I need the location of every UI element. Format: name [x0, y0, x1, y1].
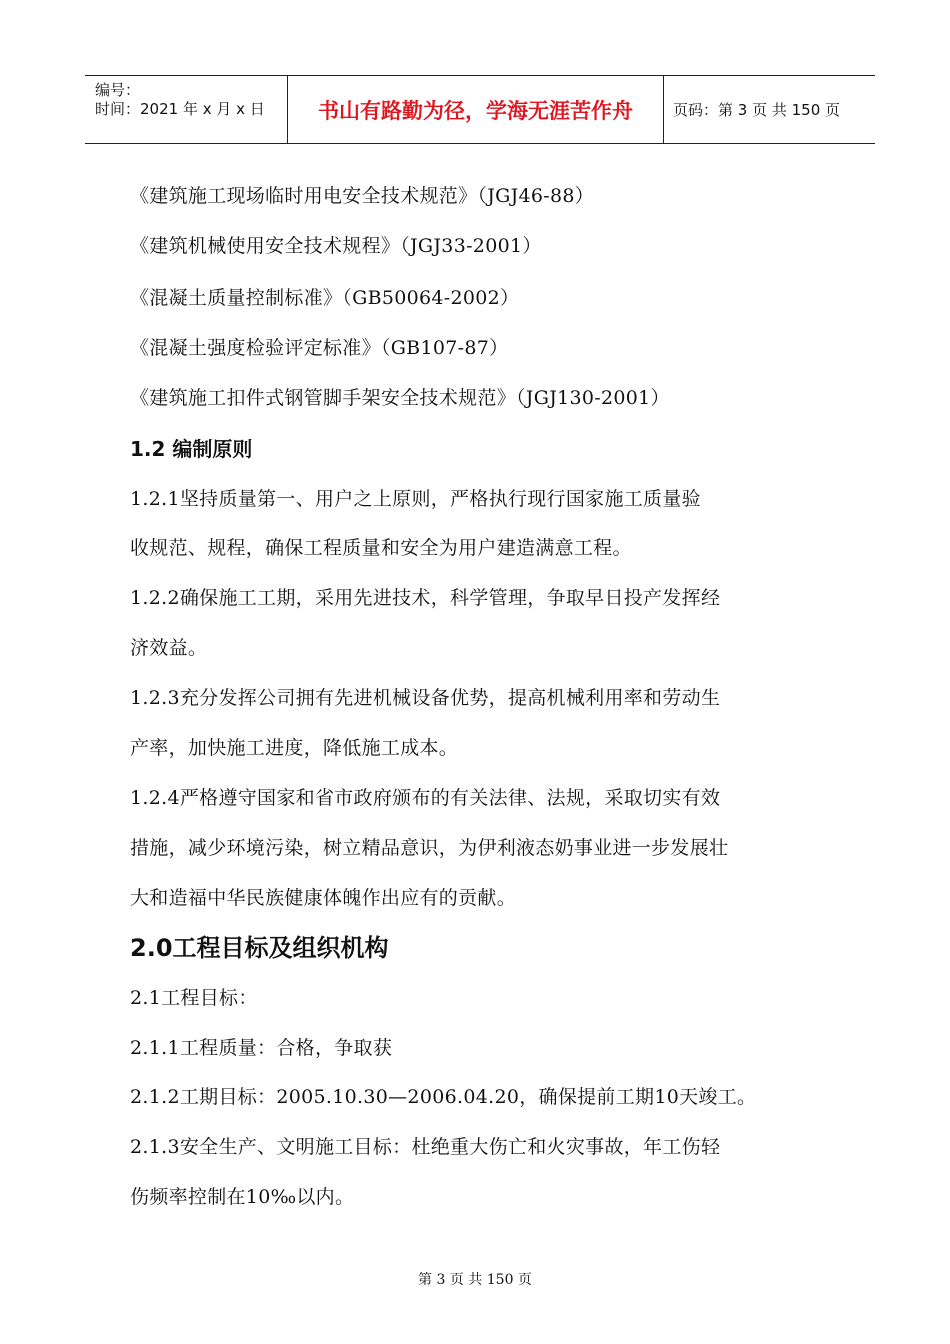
paragraph-line: 1.2.1坚持质量第一、用户之上原则，严格执行现行国家施工质量验 [130, 488, 701, 510]
header-meta [85, 76, 287, 143]
paragraph-line: 1.2.4严格遵守国家和省市政府颁布的有关法律、法规，采取切实有效 [130, 787, 721, 809]
paragraph-line: 1.2.2确保施工工期，采用先进技术，科学管理，争取早日投产发挥经 [130, 587, 721, 609]
standard-item: 《建筑机械使用安全技术规程》（JGJ33-2001） [130, 235, 542, 257]
paragraph-line: 产率，加快施工进度，降低施工成本。 [130, 737, 459, 759]
document-date: 时间：2021 年 x 月 x 日 [95, 100, 265, 118]
paragraph-line: 济效益。 [130, 637, 208, 659]
standard-item: 《混凝土质量控制标准》（GB50064-2002） [130, 287, 520, 309]
header-page-info [663, 76, 875, 143]
paragraph-line: 伤频率控制在10‰以内。 [130, 1186, 355, 1208]
paragraph-line: 1.2.3充分发挥公司拥有先进机械设备优势，提高机械利用率和劳动生 [130, 687, 721, 709]
paragraph-line: 措施，减少环境污染，树立精品意识，为伊利液态奶事业进一步发展壮 [130, 837, 729, 859]
standard-item: 《混凝土强度检验评定标准》（GB107-87） [130, 337, 509, 359]
header-motto: 书山有路勤为径，学海无涯苦作舟 [287, 76, 664, 143]
standard-item: 《建筑施工扣件式钢管脚手架安全技术规范》（JGJ130-2001） [130, 387, 670, 409]
paragraph-line: 大和造福中华民族健康体魄作出应有的贡献。 [130, 887, 517, 909]
paragraph-line: 2.1工程目标： [130, 987, 258, 1009]
paragraph-line: 2.1.2工期目标：2005.10.30—2006.04.20，确保提前工期10天竣工。 [130, 1086, 757, 1108]
chapter-heading: 2.0工程目标及组织机构 [130, 934, 389, 962]
page-label: 页码：第 3 页 共 150 页 [673, 101, 841, 119]
page-footer: 第 3 页 共 150 页 [418, 1272, 532, 1288]
document-number: 编号： [95, 81, 141, 99]
page-header [85, 75, 875, 144]
standard-item: 《建筑施工现场临时用电安全技术规范》（JGJ46-88） [130, 185, 595, 207]
paragraph-line: 2.1.1工程质量：合格，争取获 [130, 1037, 393, 1059]
section-heading: 1.2 编制原则 [130, 437, 253, 461]
paragraph-line: 收规范、规程，确保工程质量和安全为用户建造满意工程。 [130, 537, 632, 559]
paragraph-line: 2.1.3安全生产、文明施工目标：杜绝重大伤亡和火灾事故，年工伤轻 [130, 1136, 721, 1158]
